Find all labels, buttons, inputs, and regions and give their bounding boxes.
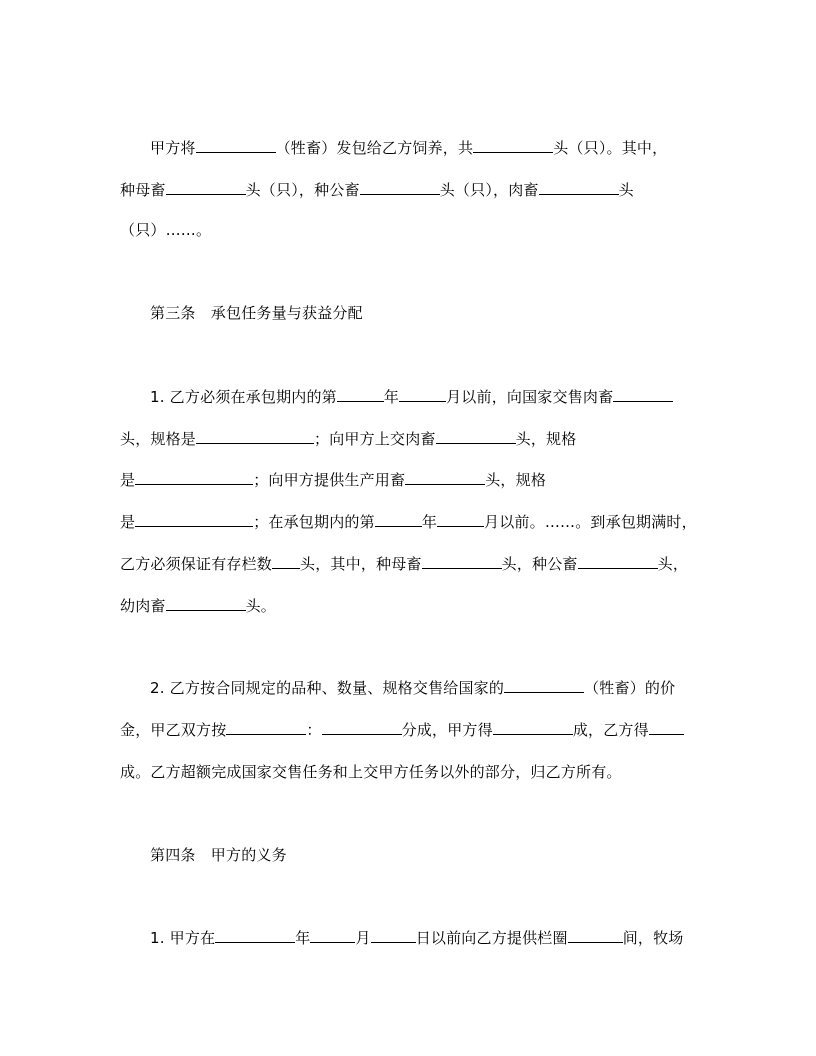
fill-in-blank	[613, 387, 673, 402]
text-run: （牲畜）发包给乙方饲养，共	[275, 139, 474, 157]
text-run: ：	[306, 721, 322, 739]
fill-in-blank	[493, 720, 573, 735]
fill-in-blank	[504, 678, 584, 693]
text-line	[120, 429, 576, 449]
fill-in-blank	[310, 928, 355, 943]
text-run: 是	[120, 471, 136, 489]
fill-in-blank	[437, 512, 484, 527]
text-line	[150, 387, 673, 407]
text-run: 成。乙方超额完成国家交售任务和上交甲方任务以外的部分，归乙方所有。	[120, 763, 622, 781]
fill-in-blank	[405, 470, 485, 485]
fill-in-blank	[196, 429, 314, 444]
text-run: 分成，甲方得	[401, 721, 493, 739]
text-line	[120, 554, 688, 574]
fill-in-blank	[568, 928, 623, 943]
text-line	[120, 596, 276, 616]
text-run: ；向甲方提供生产用畜	[253, 471, 406, 489]
text-run: 头，种公畜	[501, 555, 578, 573]
fill-in-blank	[226, 720, 306, 735]
fill-in-blank	[166, 180, 246, 195]
text-run: 日以前向乙方提供栏圈	[415, 929, 568, 947]
text-run: 种母畜	[120, 181, 166, 199]
text-run: 头，	[657, 555, 689, 573]
article-heading	[150, 303, 363, 323]
text-run: 年	[383, 388, 400, 406]
text-line	[120, 180, 634, 200]
fill-in-blank	[399, 387, 446, 402]
fill-in-blank	[135, 512, 253, 527]
fill-in-blank	[135, 470, 253, 485]
fill-in-blank	[166, 596, 246, 611]
article-heading	[150, 845, 287, 865]
text-run: 头，规格	[485, 471, 547, 489]
text-line	[120, 512, 697, 532]
text-run: （只）……。	[120, 221, 212, 239]
fill-in-blank	[337, 387, 384, 402]
fill-in-blank	[539, 180, 619, 195]
fill-in-blank	[196, 138, 276, 153]
text-run: 年	[421, 513, 438, 531]
fill-in-blank	[436, 429, 516, 444]
text-line	[120, 762, 622, 782]
text-run: ；向甲方上交肉畜	[314, 430, 436, 448]
text-run: 头	[618, 181, 634, 199]
text-run: 是	[120, 513, 136, 531]
text-run: 头，规格是	[120, 430, 197, 448]
text-run: 头（只），种公畜	[245, 181, 360, 199]
fill-in-blank	[215, 928, 295, 943]
text-run: 月	[355, 929, 371, 947]
fill-in-blank	[371, 928, 416, 943]
fill-in-blank	[422, 554, 502, 569]
text-line	[150, 678, 675, 698]
text-run: 月以前。……。到承包期满时，	[484, 513, 697, 531]
text-run: 1. 甲方在	[150, 929, 216, 947]
fill-in-blank	[272, 554, 300, 569]
text-run: 成，乙方得	[572, 721, 649, 739]
text-run: （牲畜）的价	[584, 679, 676, 697]
text-run: 头（只），肉畜	[439, 181, 539, 199]
text-run: 幼肉畜	[120, 597, 166, 615]
fill-in-blank	[375, 512, 422, 527]
text-line	[150, 928, 684, 948]
text-line	[120, 720, 684, 740]
text-run: 间，牧场	[622, 929, 684, 947]
text-run: 乙方必须保证有存栏数	[120, 555, 273, 573]
fill-in-blank	[473, 138, 553, 153]
text-run: 金，甲乙双方按	[120, 721, 227, 739]
text-line	[150, 138, 667, 158]
text-run: 月以前，向国家交售肉畜	[446, 388, 614, 406]
fill-in-blank	[578, 554, 658, 569]
text-run: 第三条 承包任务量与获益分配	[150, 304, 363, 322]
fill-in-blank	[649, 720, 684, 735]
text-run: 甲方将	[150, 139, 196, 157]
text-run: 头，规格	[515, 430, 577, 448]
text-run: 2. 乙方按合同规定的品种、数量、规格交售给国家的	[150, 679, 505, 697]
fill-in-blank	[322, 720, 402, 735]
text-line	[120, 220, 211, 240]
text-run: 第四条 甲方的义务	[150, 846, 287, 864]
text-run: 年	[295, 929, 311, 947]
text-run: ；在承包期内的第	[253, 513, 375, 531]
text-run: 头（只）。其中，	[553, 139, 668, 157]
text-run: 1. 乙方必须在承包期内的第	[150, 388, 337, 406]
text-run: 头。	[245, 597, 277, 615]
fill-in-blank	[360, 180, 440, 195]
text-run: 头，其中，种母畜	[300, 555, 422, 573]
text-line	[120, 470, 546, 490]
